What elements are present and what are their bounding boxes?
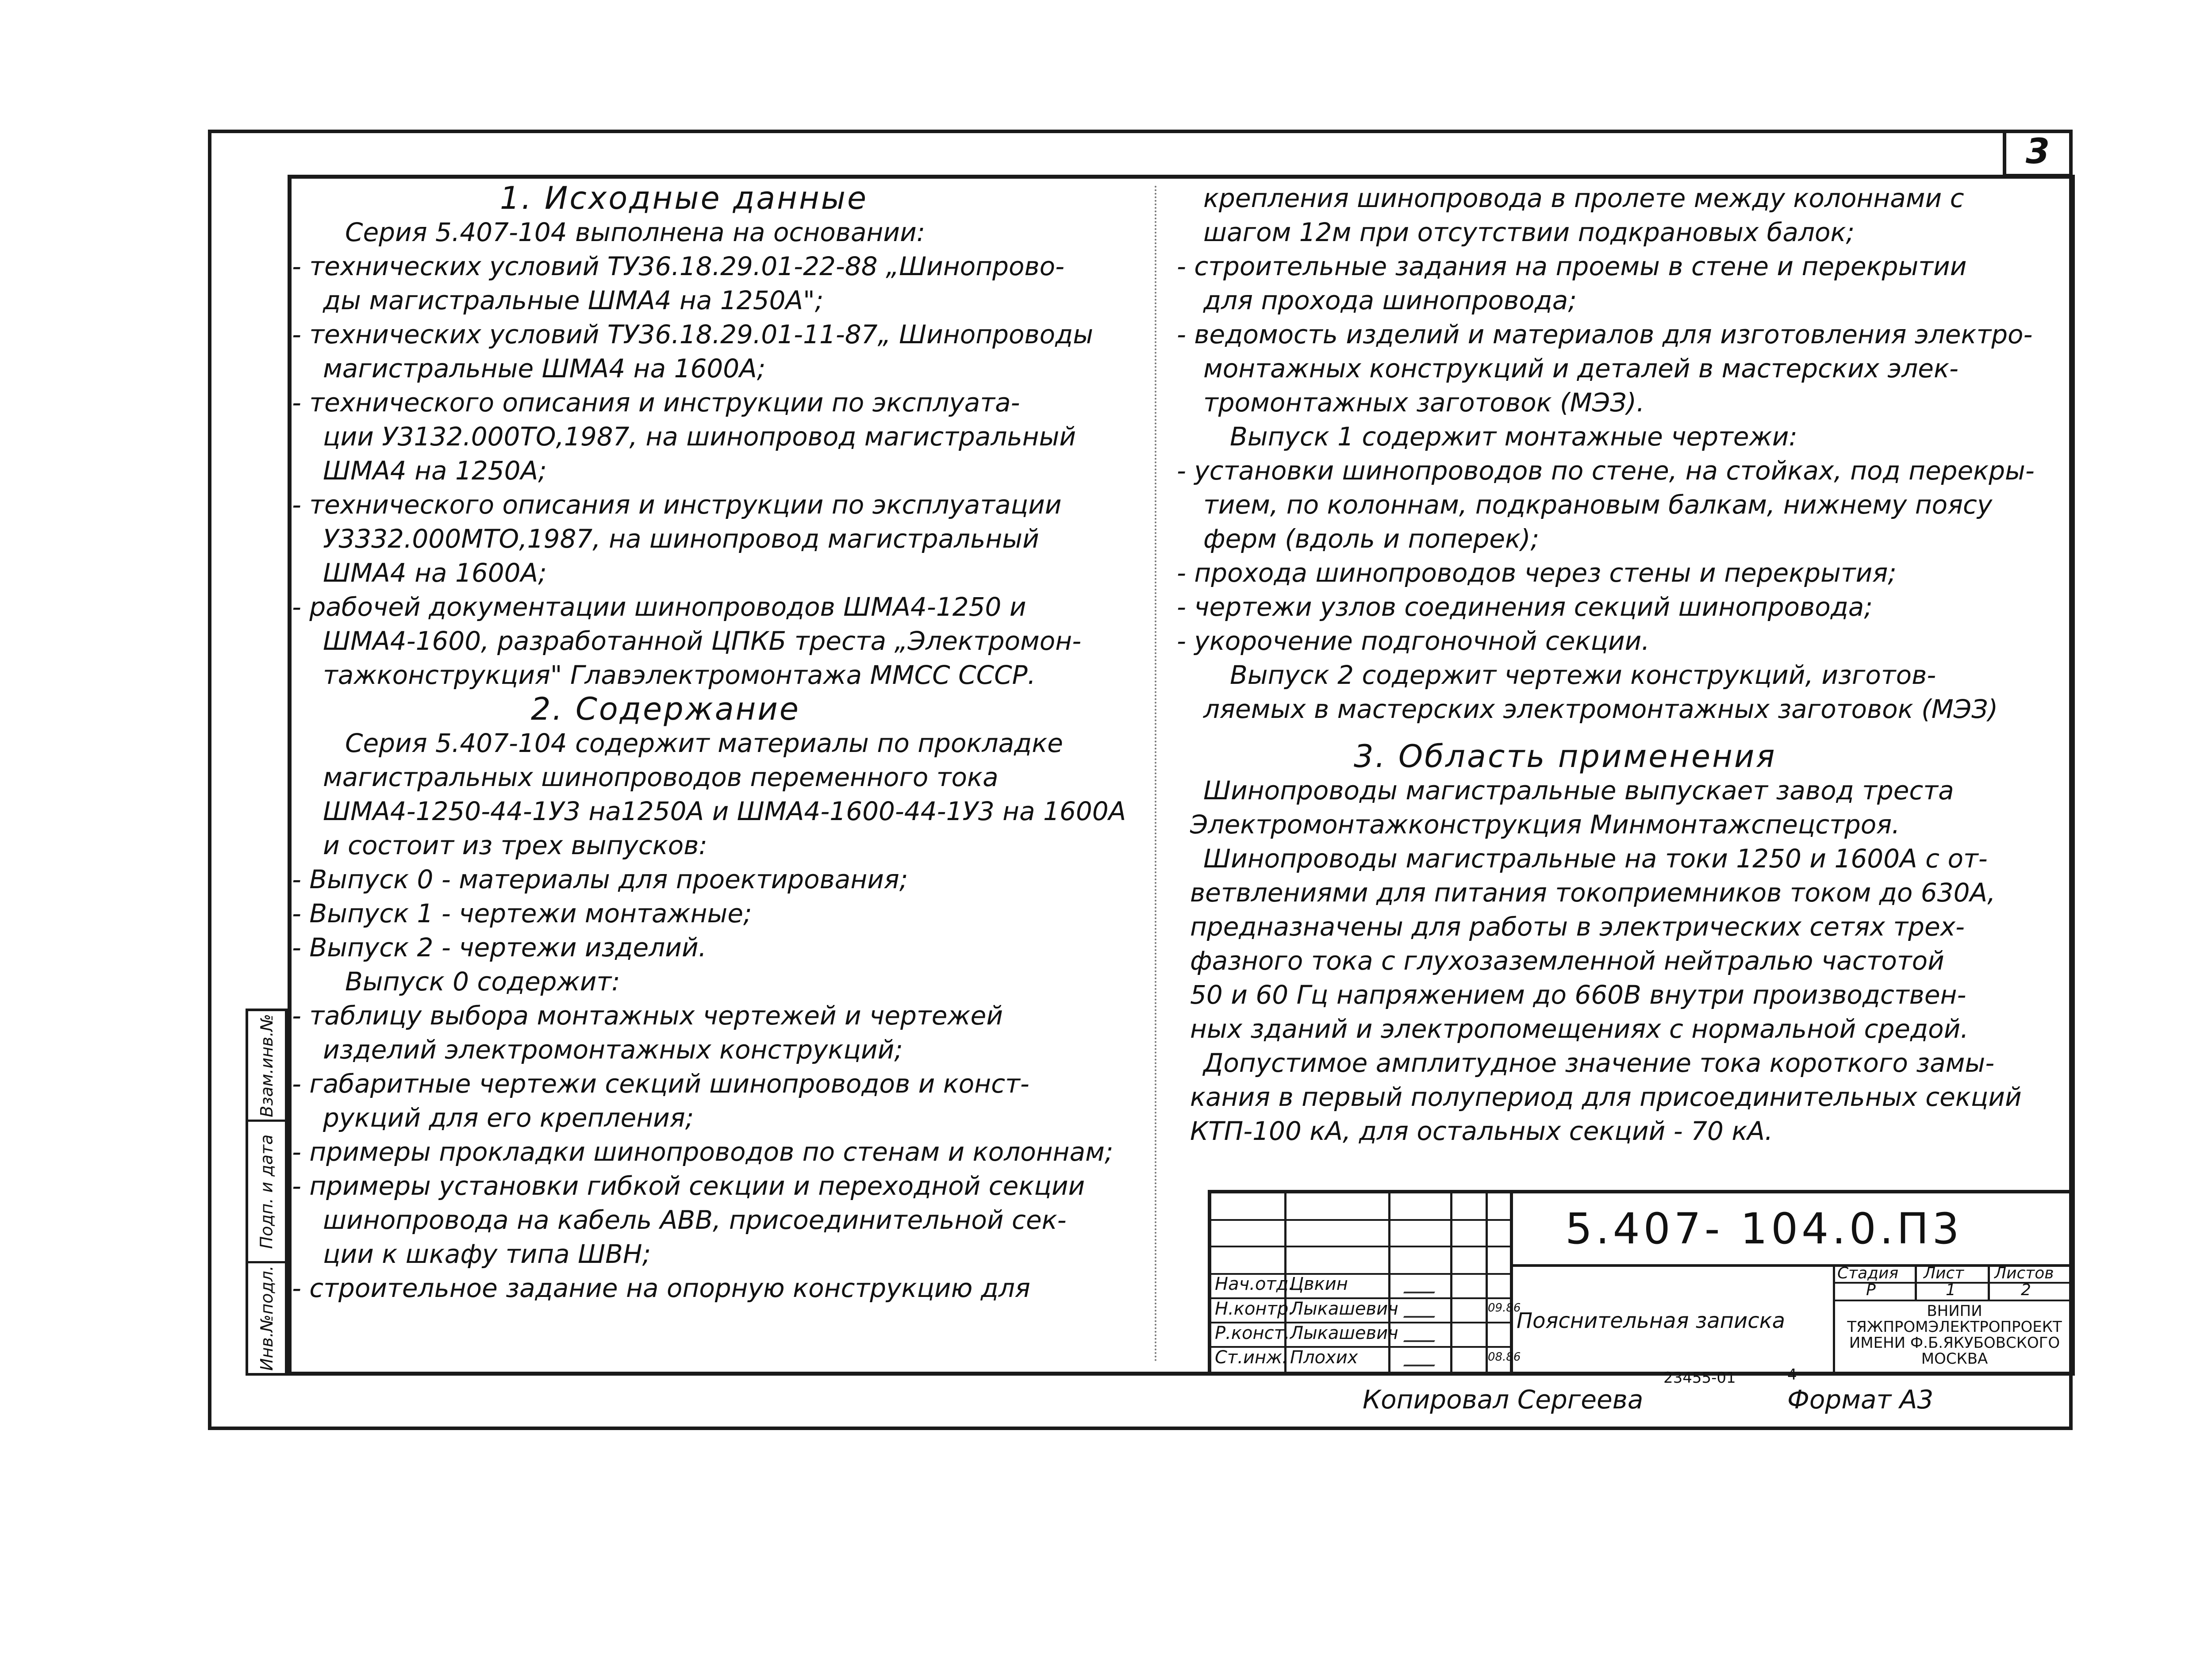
- text-line: - рабочей документации шинопроводов ШМА4-1250 и: [292, 592, 1026, 622]
- text-line: Допустимое амплитудное значение тока короткого замы-: [1203, 1048, 1995, 1078]
- text-line: предназначены для работы в электрических сетях трех-: [1190, 912, 1965, 942]
- sign-date: 08.86: [1488, 1350, 1521, 1364]
- section1-title: 1. Исходные данные: [500, 180, 868, 216]
- grid-line: [1833, 1300, 2072, 1301]
- text-line: ШМА4-1250-44-1У3 на1250А и ШМА4-1600-44-1У3 на 1600А: [323, 796, 1126, 826]
- section3-title: 3. Область применения: [1354, 738, 1777, 775]
- stamp-cell-replacement: [248, 1011, 285, 1122]
- left-text-column: [292, 181, 1126, 1305]
- text-line: - Выпуск 0 - материалы для проектирования;: [292, 864, 908, 894]
- text-line: ШМА4-1600, разработанной ЦПКБ треста „Электромон-: [323, 626, 1082, 656]
- org-line: МОСКВА: [1921, 1350, 1988, 1368]
- person-name: Лыкашевич: [1290, 1299, 1398, 1319]
- text-line: - Выпуск 1 - чертежи монтажные;: [292, 898, 752, 928]
- sheet-value: 1: [1946, 1281, 1956, 1299]
- stamp-label: Взам.инв.№: [257, 1013, 276, 1117]
- sheets-label: Листов: [1994, 1264, 2054, 1282]
- role-label: Нач.отд.: [1215, 1274, 1294, 1294]
- text-line: шагом 12м при отсутствии подкрановых балок;: [1203, 217, 1855, 247]
- text-line: Выпуск 1 содержит монтажные чертежи:: [1230, 422, 1797, 452]
- text-line: для прохода шинопровода;: [1203, 285, 1577, 315]
- sheets-value: 2: [2021, 1281, 2031, 1299]
- text-line: - технического описания и инструкции по эксплуатации: [292, 490, 1062, 520]
- text-line: Шинопроводы магистральные на токи 1250 и 1600А с от-: [1203, 844, 1988, 874]
- text-line: ды магистральные ШМА4 на 1250А";: [323, 285, 824, 315]
- side-approval-stamp: [246, 1009, 288, 1376]
- text-line: - строительные задания на проемы в стене и перекрытии: [1177, 251, 1967, 281]
- text-line: шинопровода на кабель АВВ, присоединительной сек-: [323, 1205, 1067, 1235]
- stamp-cell-inventory: [248, 1263, 285, 1373]
- role-label: Н.контр.: [1215, 1299, 1294, 1319]
- signature-mark: [1403, 1282, 1440, 1293]
- text-line: тием, по колоннам, подкрановым балкам, нижнему поясу: [1203, 490, 1993, 520]
- text-line: монтажных конструкций и деталей в мастерских элек-: [1203, 353, 1959, 384]
- text-line: - Выпуск 2 - чертежи изделий.: [292, 932, 707, 963]
- org-line: ВНИПИ: [1927, 1302, 1982, 1320]
- text-line: ферм (вдоль и поперек);: [1203, 524, 1540, 554]
- text-line: - примеры прокладки шинопроводов по стенам и колоннам;: [292, 1137, 1114, 1167]
- grid-line: [1211, 1246, 1510, 1247]
- signature-mark: [1403, 1306, 1440, 1318]
- grid-line: [1211, 1219, 1510, 1221]
- stage-label: Стадия: [1837, 1264, 1899, 1282]
- sheet-label: Лист: [1924, 1264, 1964, 1282]
- sheet-number-box: [2003, 130, 2073, 177]
- text-line: КТП-100 кА, для остальных секций - 70 кА.: [1190, 1116, 1773, 1146]
- text-line: Выпуск 2 содержит чертежи конструкций, изготов-: [1230, 660, 1936, 690]
- text-line: - технического описания и инструкции по эксплуата-: [292, 387, 1020, 418]
- paper-format: Формат А3: [1787, 1385, 1934, 1415]
- org-line: ИМЕНИ Ф.Б.ЯКУБОВСКОГО: [1849, 1334, 2060, 1352]
- signature-mark: [1403, 1355, 1440, 1366]
- column-divider: [1155, 186, 1156, 1362]
- text-line: Шинопроводы магистральные выпускает завод треста: [1203, 775, 1954, 805]
- role-label: Р.конст.: [1215, 1323, 1290, 1343]
- sheet-number: 3: [2025, 132, 2050, 172]
- text-line: тажконструкция" Главэлектромонтажа ММСС СССР.: [323, 660, 1036, 690]
- person-name: Лыкашевич: [1290, 1323, 1398, 1343]
- text-line: кания в первый полупериод для присоединительных секций: [1190, 1082, 2022, 1112]
- text-line: магистральные ШМА4 на 1600А;: [323, 353, 766, 384]
- copied-by: Копировал Сергеева: [1363, 1385, 1644, 1415]
- organization-block: [1835, 1303, 2074, 1367]
- text-line: - технических условий ТУ36.18.29.01-22-88 „Шинопрово-: [292, 251, 1065, 281]
- role-label: Ст.инж.: [1215, 1347, 1288, 1368]
- title-block: [1208, 1190, 2075, 1376]
- order-suffix: 4: [1787, 1366, 1797, 1384]
- right-text-column: [1177, 181, 2035, 1148]
- stage-value: Р: [1866, 1281, 1876, 1299]
- text-line: - укорочение подгоночной секции.: [1177, 626, 1650, 656]
- person-name: Плохих: [1290, 1347, 1358, 1368]
- sign-date: 09.86: [1488, 1301, 1521, 1315]
- stamp-cell-signature-date: [248, 1122, 285, 1263]
- stamp-label: Подп. и дата: [257, 1134, 276, 1249]
- section2-title: 2. Содержание: [531, 691, 800, 727]
- text-line: Серия 5.407-104 содержит материалы по прокладке: [345, 728, 1063, 758]
- text-line: - ведомость изделий и материалов для изготовления электро-: [1177, 319, 2033, 349]
- text-line: изделий электромонтажных конструкций;: [323, 1035, 903, 1065]
- text-line: фазного тока с глухозаземленной нейтралью частотой: [1190, 946, 1944, 976]
- document-code: 5.407- 104.0.П3: [1565, 1204, 1963, 1254]
- text-line: - строительное задание на опорную конструкцию для: [292, 1273, 1030, 1303]
- signature-mark: [1403, 1331, 1440, 1342]
- org-line: ТЯЖПРОМЭЛЕКТРОПРОЕКТ: [1847, 1318, 2062, 1336]
- text-line: У3332.000МТО,1987, на шинопровод магистральный: [323, 524, 1039, 554]
- text-line: тромонтажных заготовок (МЭЗ).: [1203, 387, 1645, 418]
- text-line: - габаритные чертежи секций шинопроводов и конст-: [292, 1069, 1029, 1099]
- text-line: ляемых в мастерских электромонтажных заготовок (МЭЗ): [1203, 694, 1998, 724]
- text-line: магистральных шинопроводов переменного тока: [323, 762, 998, 792]
- text-line: ветвлениями для питания токоприемников током до 630А,: [1190, 878, 1996, 908]
- document-name: Пояснительная записка: [1517, 1308, 1786, 1333]
- order-number: 23455-01: [1663, 1369, 1736, 1387]
- text-line: ных зданий и электропомещениях с нормальной средой.: [1190, 1014, 1969, 1044]
- text-line: Электромонтажконструкция Минмонтажспецстроя.: [1190, 809, 1900, 840]
- text-line: - таблицу выбора монтажных чертежей и чертежей: [292, 1001, 1003, 1031]
- text-line: рукций для его крепления;: [323, 1103, 694, 1133]
- text-line: крепления шинопровода в пролете между колоннами с: [1203, 183, 1964, 213]
- text-line: - технических условий ТУ36.18.29.01-11-87„ Шинопроводы: [292, 319, 1094, 349]
- text-line: - чертежи узлов соединения секций шинопровода;: [1177, 592, 1873, 622]
- text-line: ции У3132.000ТО,1987, на шинопровод магистральный: [323, 422, 1076, 452]
- text-line: и состоит из трех выпусков:: [323, 830, 707, 860]
- person-name: Цвкин: [1290, 1274, 1348, 1294]
- text-line: - прохода шинопроводов через стены и перекрытия;: [1177, 558, 1897, 588]
- text-line: ШМА4 на 1600А;: [323, 558, 547, 588]
- stamp-label: Инв.№подл.: [257, 1265, 276, 1371]
- text-line: - примеры установки гибкой секции и переходной секции: [292, 1171, 1085, 1201]
- text-line: Выпуск 0 содержит:: [345, 966, 620, 997]
- text-line: ции к шкафу типа ШВН;: [323, 1239, 651, 1269]
- text-line: Серия 5.407-104 выполнена на основании:: [345, 217, 926, 247]
- text-line: ШМА4 на 1250А;: [323, 456, 547, 486]
- text-line: 50 и 60 Гц напряжением до 660В внутри производствен-: [1190, 980, 1966, 1010]
- text-line: - установки шинопроводов по стене, на стойках, под перекры-: [1177, 456, 2035, 486]
